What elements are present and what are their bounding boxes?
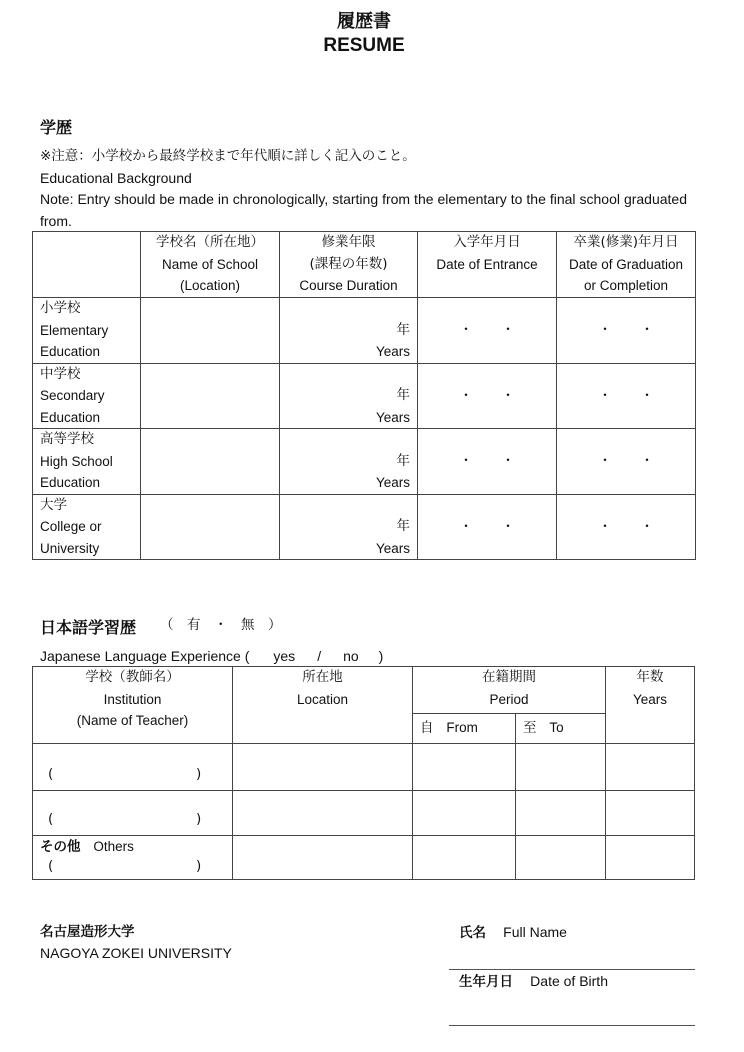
header-date-graduation: 卒業(修業)年月日 Date of Graduation or Completion (557, 232, 696, 298)
full-name-line[interactable] (449, 969, 695, 970)
university-name-en: NAGOYA ZOKEI UNIVERSITY (40, 945, 232, 961)
duration-field[interactable]: 年 Years (280, 494, 418, 560)
japanese-experience-label: Japanese Language Experience ( yes / no ) (40, 648, 384, 664)
school-name-field[interactable] (141, 494, 280, 560)
header-course-duration: 修業年限 (課程の年数) Course Duration (280, 232, 418, 298)
full-name-label: 氏名 Full Name (459, 924, 567, 941)
date-of-birth-line[interactable] (449, 1025, 695, 1026)
education-label-en: Educational Background (40, 170, 192, 186)
japanese-row-1 (33, 744, 695, 791)
entrance-date-field[interactable]: ・ ・ (418, 429, 557, 495)
from-field[interactable] (413, 744, 516, 791)
header-to: 至 To (516, 714, 606, 744)
japanese-row-2 (33, 791, 695, 836)
education-heading: 学歴 (40, 118, 73, 137)
date-of-birth-label: 生年月日 Date of Birth (459, 973, 608, 990)
years-field[interactable] (606, 744, 695, 791)
graduation-date-field[interactable]: ・ ・ (557, 429, 696, 495)
level-label: 小学校 Elementary Education (33, 298, 141, 364)
header-period: 在籍期間 Period (413, 667, 606, 714)
yes-option[interactable]: yes (273, 648, 296, 664)
institution-field[interactable]: ( ) (33, 744, 233, 791)
location-field[interactable] (233, 744, 413, 791)
japanese-heading: 日本語学習歴 (40, 618, 137, 637)
graduation-date-field[interactable]: ・ ・ (557, 363, 696, 429)
from-field[interactable] (413, 791, 516, 836)
duration-field[interactable]: 年 Years (280, 429, 418, 495)
years-field[interactable] (606, 836, 695, 880)
to-field[interactable] (516, 836, 606, 880)
school-name-field[interactable] (141, 363, 280, 429)
to-field[interactable] (516, 744, 606, 791)
education-row-university (33, 494, 696, 560)
entrance-date-field[interactable]: ・ ・ (418, 494, 557, 560)
school-name-field[interactable] (141, 298, 280, 364)
level-label: 大学 College or University (33, 494, 141, 560)
others-institution-field[interactable]: その他 Others ( ) (33, 836, 233, 880)
entrance-date-field[interactable]: ・ ・ (418, 298, 557, 364)
education-note-en: Note: Entry should be made in chronologically, starting from the elementary to the final school graduated from. (40, 191, 687, 229)
japanese-row-others (33, 836, 695, 880)
education-row-secondary (33, 363, 696, 429)
header-school-name: 学校名（所在地） Name of School (Location) (141, 232, 280, 298)
education-row-elementary (33, 298, 696, 364)
duration-field[interactable]: 年 Years (280, 298, 418, 364)
location-field[interactable] (233, 791, 413, 836)
graduation-date-field[interactable]: ・ ・ (557, 494, 696, 560)
education-header-blank (33, 232, 141, 298)
header-years: 年数 Years (606, 667, 695, 744)
level-label: 中学校 Secondary Education (33, 363, 141, 429)
japanese-experience-table (32, 666, 695, 880)
header-from: 自 From (413, 714, 516, 744)
header-institution: 学校（教師名） Institution (Name of Teacher) (33, 667, 233, 744)
header-date-entrance: 入学年月日 Date of Entrance (418, 232, 557, 298)
entrance-date-field[interactable]: ・ ・ (418, 363, 557, 429)
institution-field[interactable]: ( ) (33, 791, 233, 836)
education-row-high-school (33, 429, 696, 495)
title-jp: 履歴書 (337, 11, 391, 32)
from-field[interactable] (413, 836, 516, 880)
no-option[interactable]: no (343, 648, 359, 664)
graduation-date-field[interactable]: ・ ・ (557, 298, 696, 364)
school-name-field[interactable] (141, 429, 280, 495)
education-table (32, 231, 696, 560)
location-field[interactable] (233, 836, 413, 880)
university-name-jp: 名古屋造形大学 (40, 924, 135, 940)
level-label: 高等学校 High School Education (33, 429, 141, 495)
header-location: 所在地 Location (233, 667, 413, 744)
title-en: RESUME (323, 35, 405, 56)
years-field[interactable] (606, 791, 695, 836)
to-field[interactable] (516, 791, 606, 836)
japanese-options-jp[interactable]: （ 有 ・ 無 ） (160, 617, 282, 633)
duration-field[interactable]: 年 Years (280, 363, 418, 429)
education-note-jp: ※注意：小学校から最終学校まで年代順に詳しく記入のこと。 (40, 148, 416, 164)
